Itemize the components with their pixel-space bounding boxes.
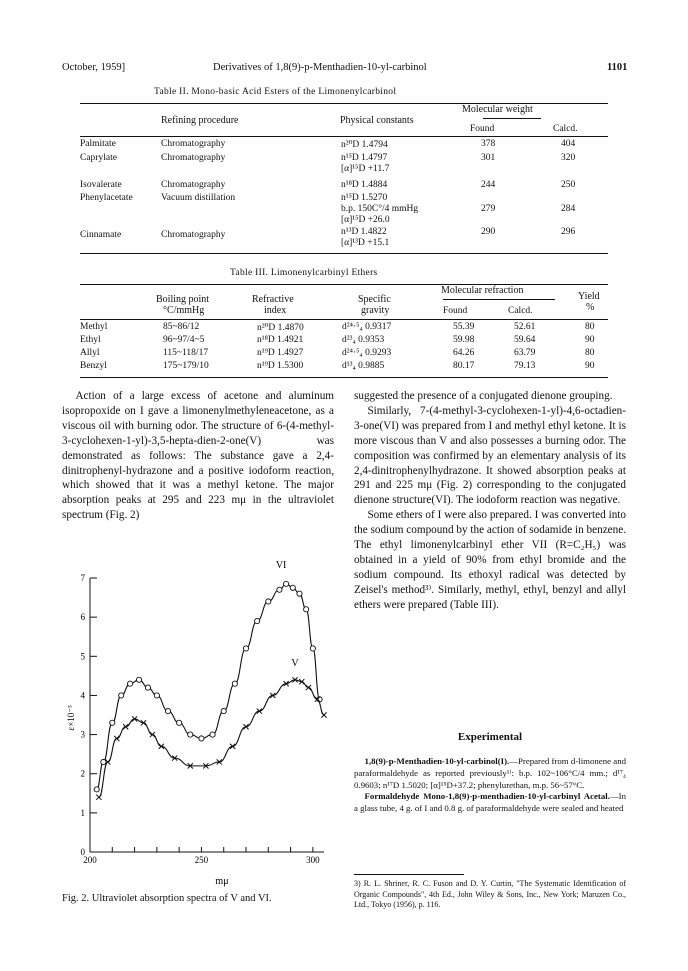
table2-row-name: Caprylate xyxy=(80,153,117,163)
data-point-VI xyxy=(304,607,309,612)
table3-row-sg: d²⁴·⁵₄ 0.9293 xyxy=(342,348,392,358)
running-header-title: Derivatives of 1,8(9)-p-Menthadien-10-yl-carbinol xyxy=(213,62,427,73)
y-tick-label: 5 xyxy=(80,651,85,662)
table3-row-name: Methyl xyxy=(80,322,108,332)
y-tick-label: 1 xyxy=(80,807,85,818)
footnote: 3) R. L. Shriner, R. C. Fuson and D. Y. Curtin, "The Systematic Identification of Organic Compounds", 4th Ed., John Wiley & Sons, Inc., New York; Maruzen Co., Ltd., Tokyo (1956), p. 116. xyxy=(354,879,626,909)
data-point-VI xyxy=(232,681,237,686)
table3-sg-header2: gravity xyxy=(361,305,390,316)
table3-caption: Table III. Limonenylcarbinyl Ethers xyxy=(230,268,378,278)
table3-row-sg: d²⁴·⁵₄ 0.9317 xyxy=(342,322,392,332)
table3-mr-header: Molecular refraction xyxy=(441,285,524,296)
table3-head-rule xyxy=(80,319,608,320)
uv-spectrum-chart xyxy=(62,560,342,890)
data-point-VI xyxy=(145,685,150,690)
table3-row-calcd: 79.13 xyxy=(514,361,536,371)
table2-found-header: Found xyxy=(470,124,495,134)
table3-row-yield: 80 xyxy=(585,348,595,358)
left-column-text xyxy=(62,389,334,523)
data-point-VI xyxy=(154,693,159,698)
table2-row-const: n¹⁵D 1.5270 xyxy=(341,193,388,203)
table2-row-const: n¹³D 1.4822 xyxy=(341,227,387,237)
data-point-VI xyxy=(110,720,115,725)
series-label-VI: VI xyxy=(275,560,287,571)
data-point-VI xyxy=(199,736,204,741)
running-header-date: October, 1959] xyxy=(62,62,126,73)
right-column-text xyxy=(354,389,626,613)
table2-row-const: n¹⁸D 1.4884 xyxy=(341,180,388,190)
table2-mw-brace xyxy=(483,118,541,119)
page-number: 1101 xyxy=(607,62,628,73)
table2-row-const: [α]¹³D +15.1 xyxy=(341,238,390,248)
table2-refining-header: Refining procedure xyxy=(161,115,239,126)
body-paragraph: Action of a large excess of acetone and aluminum isopropoxide on I gave a limonenylmethyleneacetone, as a viscous oil with burning odor. The structure of 6-(4-methyl-3-cyclohexen-1-yl)-3,5-hepta-dien-2-one(V) was demonstrated as follows: The substance gave a 2,4-dinitrophenyl-hydrazone and a positive iodoform reaction, which showed that it was a methyl ketone. The major absorption peaks at 295 and 223 mμ in the ultraviolet spectrum (Fig. 2) xyxy=(62,390,334,522)
table3-sg-header: Specific xyxy=(358,294,391,305)
table2-row-refining: Chromatography xyxy=(161,230,226,240)
table2-row-calcd: 284 xyxy=(561,204,576,214)
table3-row-ri: n²⁰D 1.4870 xyxy=(257,323,304,333)
table2-row-name: Cinnamate xyxy=(80,230,122,240)
table2-row-const: [α]¹⁵D +11.7 xyxy=(341,164,390,174)
table3-bp-unit: °C/mmHg xyxy=(163,305,205,316)
series-line-V xyxy=(99,680,324,797)
data-point-VI xyxy=(277,587,282,592)
data-point-VI xyxy=(284,581,289,586)
table2-bottom-rule xyxy=(80,253,608,254)
table3-row-yield: 90 xyxy=(585,361,595,371)
table2-row-name: Palmitate xyxy=(80,139,116,149)
body-paragraph: suggested the presence of a conjugated dienone grouping. xyxy=(354,390,613,402)
data-point-VI xyxy=(128,681,133,686)
table2-calcd-header: Calcd. xyxy=(553,124,578,134)
body-paragraph: Similarly, 7-(4-methyl-3-cyclohexen-1-yl)-4,6-octadien-3-one(VI) was prepared from I and methyl ethyl ketone. It is more viscous than V and also possesses a burning odor. The composition was confirmed by an elementary analysis of its 2,4-dinitrophenylhydrazone. It showed absorption peaks at 291 and 225 mμ (Fig. 2) corresponding to the conjugated dienone structure(VI). The iodoform reaction was negative. xyxy=(354,404,626,507)
data-point-V xyxy=(306,685,311,690)
data-point-V xyxy=(96,795,101,800)
table3-row-found: 64.26 xyxy=(453,348,475,358)
data-point-VI xyxy=(243,646,248,651)
figure-caption: Fig. 2. Ultraviolet absorption spectra of V and VI. xyxy=(62,893,272,904)
table3-row-yield: 80 xyxy=(585,322,595,332)
table3-row-found: 59.98 xyxy=(453,335,475,345)
y-axis-label: ε×10⁻³ xyxy=(66,705,76,731)
table3-row-bp: 85~86/12 xyxy=(163,322,200,332)
table3-row-ri: n¹⁹D 1.5300 xyxy=(257,361,304,371)
x-axis-label: mμ xyxy=(215,876,229,887)
table2-row-const: [α]¹⁵D +26.0 xyxy=(341,215,390,225)
table2-row-found: 378 xyxy=(481,139,496,149)
data-point-VI xyxy=(101,759,106,764)
data-point-VI xyxy=(255,618,260,623)
table3-row-found: 55.39 xyxy=(453,322,475,332)
experimental-text xyxy=(354,756,626,815)
table2-row-const: n²⁰D 1.4794 xyxy=(341,140,388,150)
compound-heading: Formaldehyde Mono-1,8(9)-p-menthadien-10-yl-carbinyl Acetal. xyxy=(364,791,610,802)
body-paragraph: —Prepared from d-limonene and paraformaldehyde as reported previously¹⁾: b.p. 102~106°C/4 mm.; d¹⁷₄ 0.9603; n¹⁷D 1.5020; [α]¹⁵D+37.2; phenylurethan, m.p. 56~57°C. xyxy=(354,756,626,790)
table2-physical-header: Physical constants xyxy=(340,115,414,126)
series-label-V: V xyxy=(291,657,299,669)
table2-mw-header: Molecular weight xyxy=(462,104,533,115)
table3-row-bp: 115~118/17 xyxy=(163,348,209,358)
table3-row-bp: 96~97/4~5 xyxy=(163,335,205,345)
table3-found-header: Found xyxy=(443,306,468,316)
footnote-rule xyxy=(354,874,464,875)
data-point-V xyxy=(114,736,119,741)
table2-caption: Table II. Mono-basic Acid Esters of the Limonenylcarbinol xyxy=(154,87,397,97)
data-point-VI xyxy=(210,732,215,737)
table2-row-found: 279 xyxy=(481,204,496,214)
table3-ri-header: Refractive xyxy=(252,294,294,305)
x-tick-label: 250 xyxy=(194,855,209,865)
section-heading: Experimental xyxy=(457,731,523,743)
data-point-VI xyxy=(177,720,182,725)
table2-row-refining: Chromatography xyxy=(161,139,226,149)
data-point-VI xyxy=(266,599,271,604)
table2-row-found: 244 xyxy=(481,180,496,190)
data-point-VI xyxy=(188,732,193,737)
table3-bp-header: Boiling point xyxy=(156,294,210,305)
table3-row-ri: n¹⁹D 1.4927 xyxy=(257,348,304,358)
table3-bottom-rule xyxy=(80,377,608,378)
y-tick-label: 2 xyxy=(80,768,85,779)
data-point-VI xyxy=(297,591,302,596)
table3-row-bp: 175~179/10 xyxy=(163,361,209,371)
table3-row-yield: 90 xyxy=(585,335,595,345)
table3-row-ri: n¹⁸D 1.4921 xyxy=(257,335,304,345)
data-point-V xyxy=(321,712,326,717)
table3-row-calcd: 52.61 xyxy=(514,322,536,332)
table3-row-name: Ethyl xyxy=(80,335,101,345)
y-tick-label: 4 xyxy=(80,690,85,701)
table3-row-sg: d²³₄ 0.9353 xyxy=(342,335,385,345)
table2-row-refining: Vacuum distillation xyxy=(161,193,236,203)
table3-top-rule xyxy=(80,284,608,285)
data-point-VI xyxy=(94,787,99,792)
table2-row-found: 290 xyxy=(481,227,496,237)
y-tick-label: 0 xyxy=(80,847,85,857)
table3-row-name: Allyl xyxy=(80,348,100,358)
y-tick-label: 3 xyxy=(80,729,85,740)
data-point-VI xyxy=(310,646,315,651)
table2-head-rule xyxy=(80,136,608,137)
table2-row-calcd: 404 xyxy=(561,139,576,149)
table3-row-sg: d¹³₄ 0.9885 xyxy=(342,361,385,371)
table3-calcd-header: Calcd. xyxy=(508,306,533,316)
y-tick-label: 7 xyxy=(80,573,85,583)
table3-row-calcd: 59.64 xyxy=(514,335,536,345)
data-point-V xyxy=(150,732,155,737)
table2-row-found: 301 xyxy=(481,153,496,163)
body-paragraph: —In a glass tube, 4 g. of I and 0.8 g. of paraformaldehyde were sealed and heated xyxy=(354,791,626,814)
table2-row-refining: Chromatography xyxy=(161,153,226,163)
data-point-VI xyxy=(290,585,295,590)
y-tick-label: 6 xyxy=(80,612,85,623)
x-tick-label: 200 xyxy=(83,855,97,865)
table2-row-calcd: 250 xyxy=(561,180,576,190)
compound-heading: 1,8(9)-p-Menthadien-10-yl-carbinol(I). xyxy=(364,756,510,766)
data-point-VI xyxy=(221,708,226,713)
data-point-VI xyxy=(136,677,141,682)
table2-row-const: b.p. 150C°/4 mmHg xyxy=(341,204,419,214)
table2-row-name: Phenylacetate xyxy=(80,193,133,203)
data-point-VI xyxy=(119,693,124,698)
body-paragraph: Some ethers of I were also prepared. I was converted into the sodium compound by the action of sodamide in benzene. The ethyl limonenylcarbinyl ether VII (R=C₂H₅) was obtained in a yield of 90% from ethyl bromide and the sodium compound. Its ethoxyl radical was detected by Zeisel's method³⁾. Similarly, methyl, ethyl, benzyl and allyl ethers were prepared (Table III). xyxy=(354,509,626,611)
data-point-VI xyxy=(165,708,170,713)
table2-row-calcd: 320 xyxy=(561,153,576,163)
x-tick-label: 300 xyxy=(306,855,320,865)
table2-row-refining: Chromatography xyxy=(161,180,226,190)
table3-yield-unit: % xyxy=(586,302,595,313)
table3-mr-brace xyxy=(443,299,555,300)
table2-row-name: Isovalerate xyxy=(80,180,122,190)
table3-row-name: Benzyl xyxy=(80,361,107,371)
table2-row-calcd: 296 xyxy=(561,227,576,237)
table3-yield-header: Yield xyxy=(578,291,600,302)
table3-ri-header2: index xyxy=(264,305,287,316)
table3-row-calcd: 63.79 xyxy=(514,348,536,358)
table3-row-found: 80.17 xyxy=(453,361,475,371)
table2-row-const: n¹⁵D 1.4797 xyxy=(341,153,388,163)
